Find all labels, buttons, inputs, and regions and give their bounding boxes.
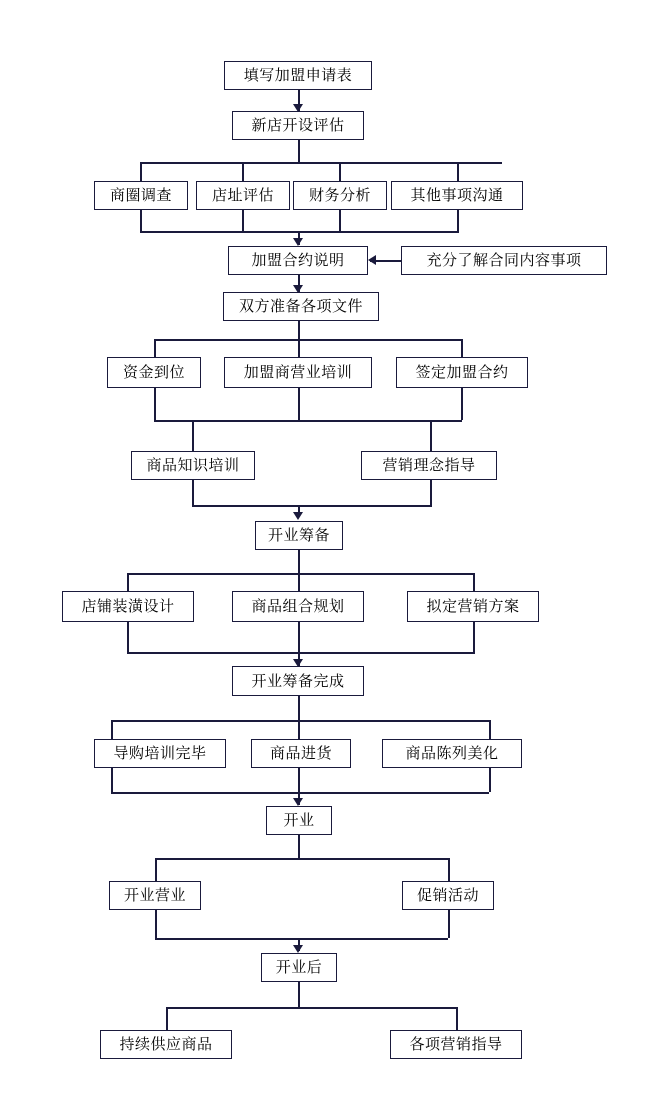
node-draft-marketing-plan[interactable]: 拟定营销方案 — [407, 591, 539, 622]
branch-drop-n10 — [154, 339, 156, 357]
node-product-mix-planning[interactable]: 商品组合规划 — [232, 591, 364, 622]
arrowhead-merge-n26 — [293, 945, 303, 953]
merge-rise-n11 — [298, 388, 300, 420]
branch-bus-row9 — [127, 573, 475, 575]
merge-rise-n13 — [192, 480, 194, 505]
node-other-matters[interactable]: 其他事项沟通 — [391, 181, 523, 210]
merge-rise-n21 — [298, 768, 300, 792]
arrowhead-merge-n19 — [293, 659, 303, 667]
branch-drop-n18 — [473, 573, 475, 591]
merge-rise-n5 — [339, 210, 341, 231]
branch-drop-n5 — [339, 162, 341, 181]
node-store-decoration-design[interactable]: 店铺装潢设计 — [62, 591, 194, 622]
node-product-knowledge-training[interactable]: 商品知识培训 — [131, 451, 255, 480]
branch-drop-n16 — [127, 573, 129, 591]
merge-rise-n6 — [457, 210, 459, 231]
node-prepare-documents[interactable]: 双方准备各项文件 — [223, 292, 379, 321]
merge-bus-row7 — [192, 505, 432, 507]
branch-bus-row13 — [155, 858, 448, 860]
node-franchisee-business-training[interactable]: 加盟商营业培训 — [224, 357, 372, 388]
branch-drop-n21 — [298, 720, 300, 739]
branch-bus-row3 — [140, 162, 502, 164]
connector-n2-bus — [298, 140, 300, 162]
merge-rise-n18 — [473, 622, 475, 652]
node-site-evaluation[interactable]: 店址评估 — [196, 181, 290, 210]
node-trade-area-survey[interactable]: 商圈调查 — [94, 181, 188, 210]
node-sign-franchise-contract[interactable]: 签定加盟合约 — [396, 357, 528, 388]
branch-drop-n6 — [457, 162, 459, 181]
node-franchise-contract-explanation[interactable]: 加盟合约说明 — [228, 246, 368, 275]
merge-bus-row13 — [155, 938, 448, 940]
node-opening-operations[interactable]: 开业营业 — [109, 881, 201, 910]
arrowhead-merge-n7 — [293, 238, 303, 246]
merge-rise-n14 — [430, 480, 432, 505]
node-financial-analysis[interactable]: 财务分析 — [293, 181, 387, 210]
branch-drop-n11 — [298, 339, 300, 357]
merge-bus-row11 — [111, 792, 489, 794]
branch-bus-row11 — [111, 720, 489, 722]
node-marketing-guidance[interactable]: 各项营销指导 — [390, 1030, 522, 1059]
node-funds-in-place[interactable]: 资金到位 — [107, 357, 201, 388]
node-opening-preparation-complete[interactable]: 开业筹备完成 — [232, 666, 364, 696]
merge-rise-n12 — [461, 388, 463, 420]
branch-drop-n3 — [140, 162, 142, 181]
merge-rise-n4 — [242, 210, 244, 231]
node-after-opening[interactable]: 开业后 — [261, 953, 337, 982]
node-application-form[interactable]: 填写加盟申请表 — [224, 61, 372, 90]
branch-drop-n24 — [155, 858, 157, 881]
node-continuous-product-supply[interactable]: 持续供应商品 — [100, 1030, 232, 1059]
arrowhead-n8-n7 — [368, 255, 376, 265]
connector-n15-bus — [298, 550, 300, 573]
node-grand-opening[interactable]: 开业 — [266, 806, 332, 835]
connector-n26-bus — [298, 982, 300, 1007]
node-marketing-concept-guidance[interactable]: 营销理念指导 — [361, 451, 497, 480]
merge-rise-n16 — [127, 622, 129, 652]
arrowhead-merge-n23 — [293, 798, 303, 806]
arrowhead-merge-n15 — [293, 512, 303, 520]
merge-rise-n10 — [154, 388, 156, 420]
arrowhead-n7-n9 — [293, 285, 303, 293]
node-opening-preparation[interactable]: 开业筹备 — [255, 521, 343, 550]
merge-rise-n24 — [155, 910, 157, 938]
branch-drop-n12 — [461, 339, 463, 357]
connector-n23-bus — [298, 835, 300, 858]
branch-drop-n25 — [448, 858, 450, 881]
merge-rise-n17 — [298, 622, 300, 652]
node-new-store-evaluation[interactable]: 新店开设评估 — [232, 111, 364, 140]
node-promotional-activities[interactable]: 促销活动 — [402, 881, 494, 910]
branch-drop-n20 — [111, 720, 113, 739]
connector-n19-bus — [298, 696, 300, 720]
branch-drop-n14 — [430, 420, 432, 451]
merge-rise-n20 — [111, 768, 113, 792]
merge-rise-n22 — [489, 768, 491, 792]
branch-drop-n28 — [456, 1007, 458, 1030]
connector-n9-bus — [298, 321, 300, 339]
node-product-purchase[interactable]: 商品进货 — [251, 739, 351, 768]
branch-bus-row15 — [166, 1007, 456, 1009]
branch-drop-n22 — [489, 720, 491, 739]
node-understand-contract-details[interactable]: 充分了解合同内容事项 — [401, 246, 607, 275]
branch-bus-row6 — [154, 339, 462, 341]
branch-drop-n4 — [242, 162, 244, 181]
merge-bus-row9 — [127, 652, 475, 654]
node-product-display-beautification[interactable]: 商品陈列美化 — [382, 739, 522, 768]
branch-drop-n17 — [298, 573, 300, 591]
merge-bus-row6 — [154, 420, 462, 422]
node-sales-staff-training-done[interactable]: 导购培训完毕 — [94, 739, 226, 768]
branch-drop-n13 — [192, 420, 194, 451]
merge-rise-n25 — [448, 910, 450, 938]
branch-drop-n27 — [166, 1007, 168, 1030]
arrowhead-n1-n2 — [293, 104, 303, 112]
merge-rise-n3 — [140, 210, 142, 231]
